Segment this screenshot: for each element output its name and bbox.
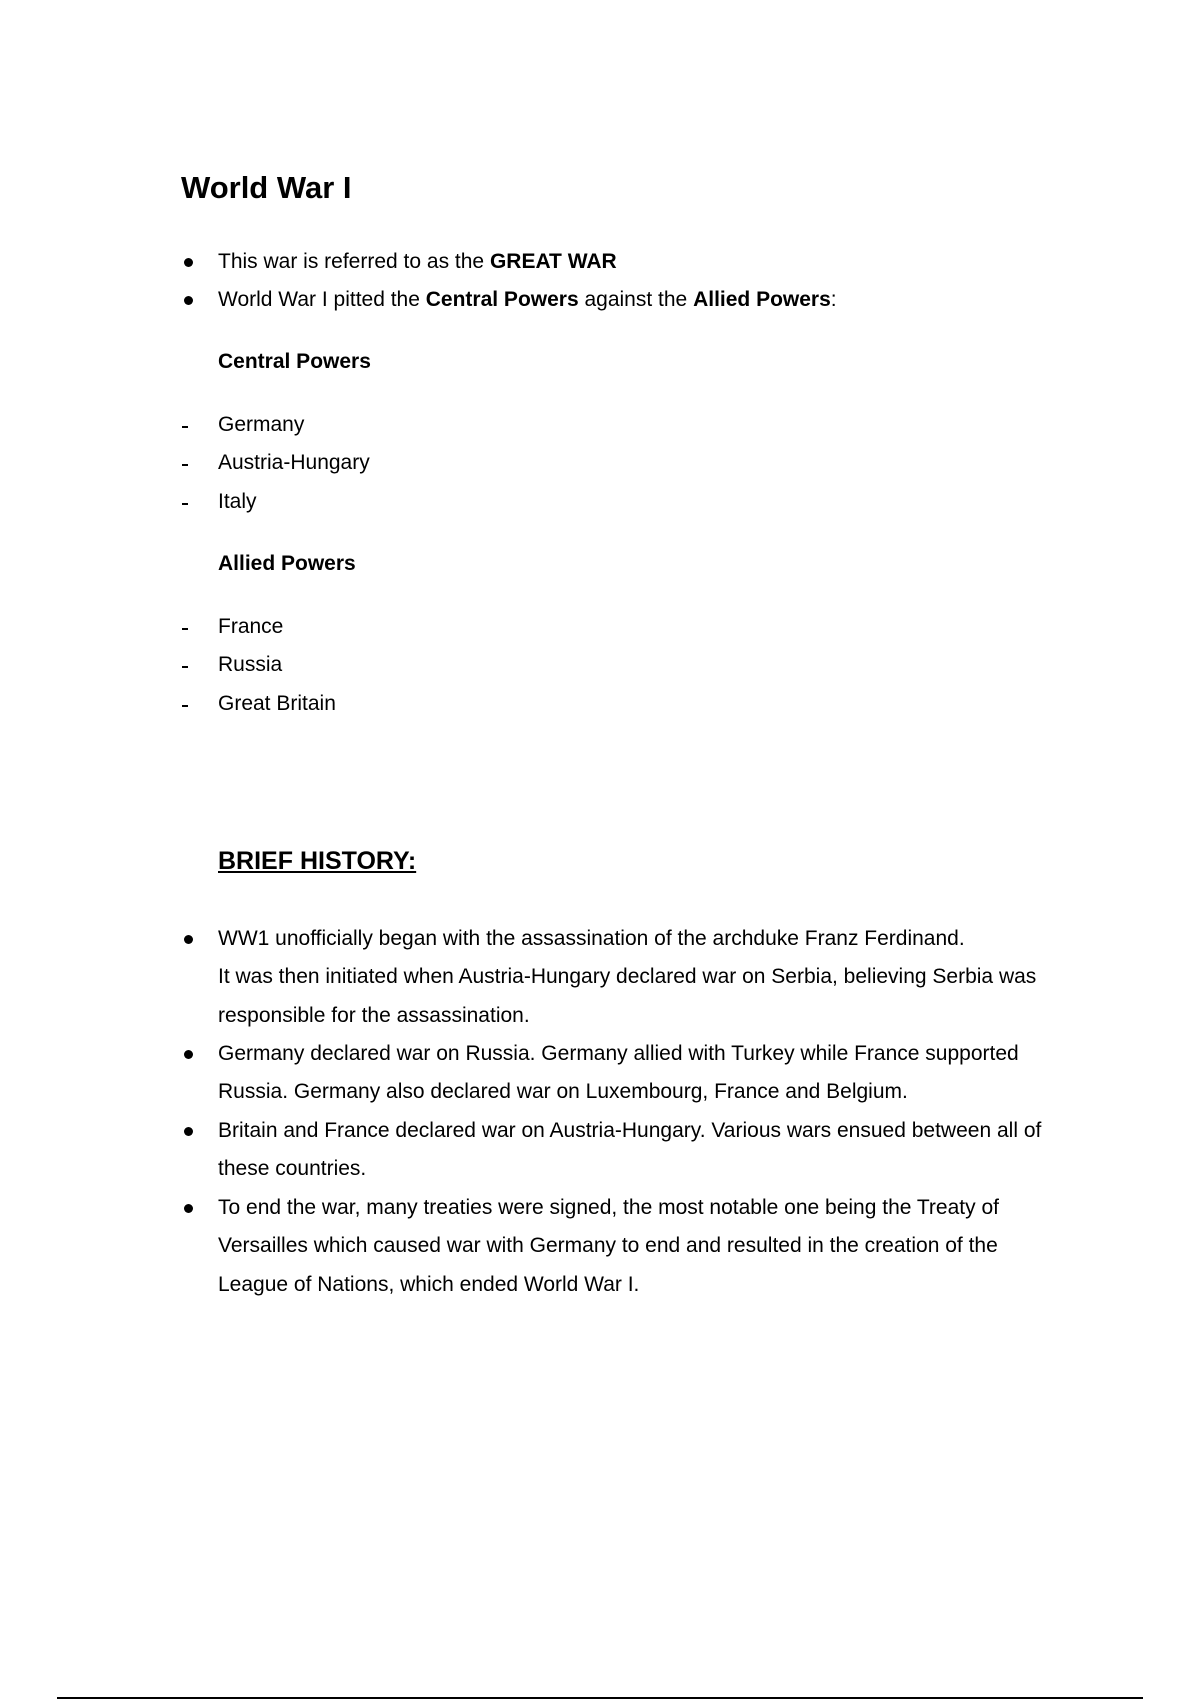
intro-bullet-2-bold-a: Central Powers (425, 288, 579, 311)
history-line: League of Nations, which ended World War I. (218, 1273, 640, 1296)
central-item: Germany (218, 413, 305, 436)
bullet-marker (184, 296, 193, 305)
allied-item: Great Britain (218, 692, 336, 715)
allied-item: Russia (218, 653, 283, 676)
intro-bullet-2 (218, 286, 837, 314)
dash-marker (182, 426, 188, 428)
history-line: these countries. (218, 1157, 367, 1180)
central-item: Italy (218, 490, 257, 513)
brief-history-heading: BRIEF HISTORY: (218, 847, 417, 875)
dash-marker (182, 464, 188, 466)
history-line: Britain and France declared war on Austria-Hungary. Various wars ensued between all of (218, 1119, 1042, 1142)
intro-bullet-1-text: This war is referred to as the (218, 250, 490, 273)
central-powers-heading: Central Powers (218, 350, 371, 373)
intro-bullet-2-text-b: against the (578, 288, 694, 311)
history-line: Germany declared war on Russia. Germany allied with Turkey while France supported (218, 1042, 1019, 1065)
page-title: World War I (181, 170, 352, 205)
dash-marker (182, 666, 188, 668)
intro-bullet-2-text-c: : (830, 288, 837, 311)
history-line: It was then initiated when Austria-Hungary declared war on Serbia, believing Serbia was (218, 965, 1037, 988)
central-item: Austria-Hungary (218, 451, 370, 474)
intro-bullet-2-text-a: World War I pitted the (218, 288, 426, 311)
bullet-marker (184, 935, 193, 944)
allied-powers-heading: Allied Powers (218, 552, 356, 575)
history-line: To end the war, many treaties were signed, the most notable one being the Treaty of (218, 1196, 999, 1219)
intro-bullet-1 (218, 248, 617, 276)
intro-bullet-2-bold-b: Allied Powers (693, 288, 831, 311)
intro-bullet-1-bold: GREAT WAR (489, 250, 617, 273)
history-line: Versailles which caused war with Germany to end and resulted in the creation of the (218, 1234, 998, 1257)
history-line: responsible for the assassination. (218, 1004, 530, 1027)
footer-divider (57, 1697, 1143, 1699)
dash-marker (182, 628, 188, 630)
dash-marker (182, 503, 188, 505)
dash-marker (182, 705, 188, 707)
bullet-marker (184, 1204, 193, 1213)
history-line: WW1 unofficially began with the assassination of the archduke Franz Ferdinand. (218, 927, 965, 950)
history-line: Russia. Germany also declared war on Luxembourg, France and Belgium. (218, 1080, 908, 1103)
bullet-marker (184, 1127, 193, 1136)
bullet-marker (184, 258, 193, 267)
bullet-marker (184, 1050, 193, 1059)
allied-item: France (218, 615, 284, 638)
